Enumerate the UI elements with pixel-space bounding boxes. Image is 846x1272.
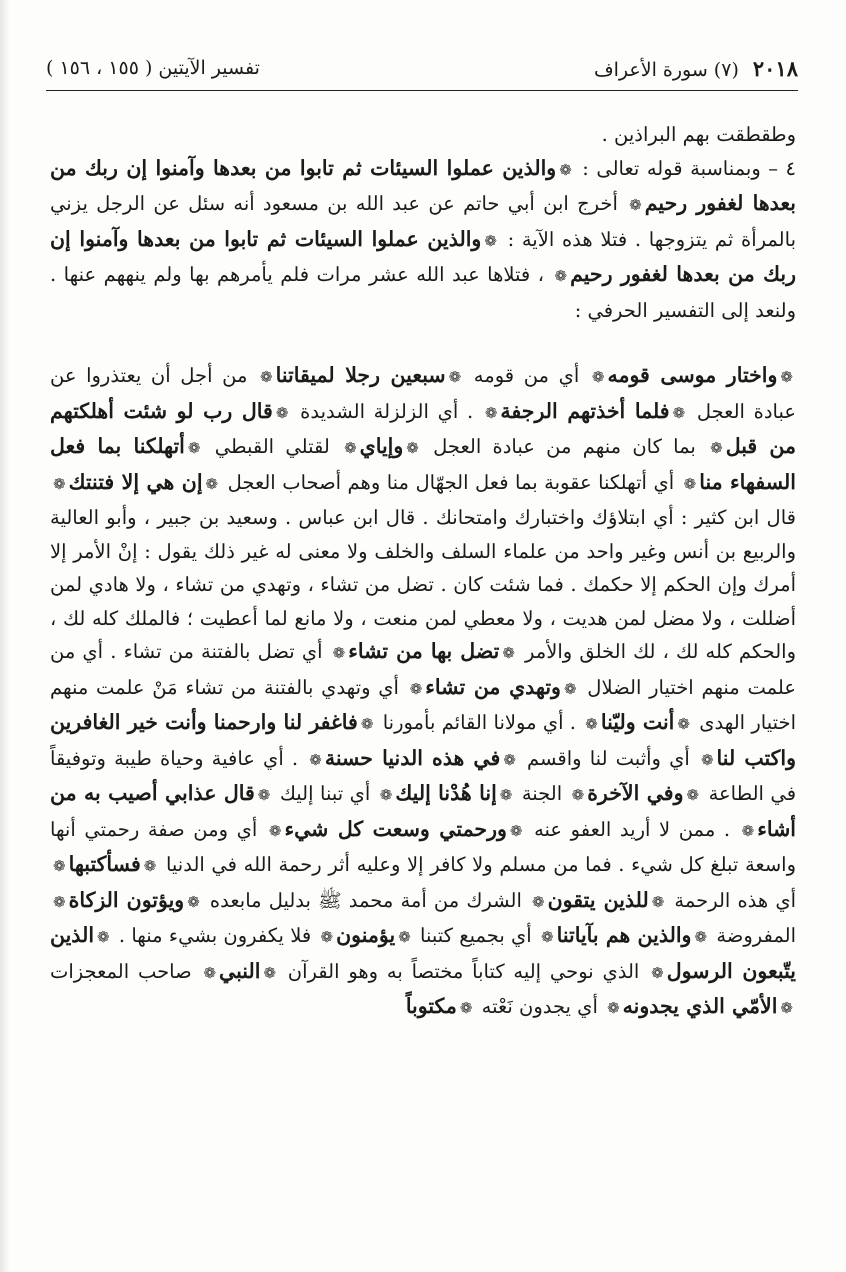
quran-verse-text: فسأكتبها: [68, 852, 141, 876]
commentary-text: قال ابن كثير : أي ابتلاؤك واختبارك وامتحانك . قال ابن عباس . وسعيد بن جبير ، وأبو العالية والربيع بن أنس وغير واحد من علماء السلف والخلف ولا معنى له غير ذلك يقول : إنْ الأمر إلا أمرك وإن الحكم إلا حكمك . فما شئت كان . تضل من تشاء ، وتهدي من تشاء ، ولا هادي لمن أضللت ، ولا مضل لمن هديت ، ولا معطي لمن منعت ، ولا مانع لما أعطيت ؛ فالملك كله لك ، والحكم كله لك ، لك الخلق والأمر: [50, 506, 796, 663]
commentary-text: أي وأثبت لنا واقسم: [518, 746, 698, 770]
quran-bracket-icon: ❁: [651, 963, 664, 982]
quran-bracket-icon: ❁: [651, 892, 665, 911]
quran-bracket-icon: ❁: [448, 368, 462, 386]
quran-verse-text: قال رب لو شئت أهلكتهم من قبل: [50, 398, 797, 458]
quran-verse-text: الأمّي الذي يجدونه: [622, 994, 778, 1018]
quran-bracket-icon: ❁: [332, 644, 346, 662]
quran-bracket-icon: ❁: [591, 368, 605, 386]
quran-bracket-icon: ❁: [320, 928, 334, 946]
page-number: ٢٠١٨: [752, 55, 798, 81]
quran-bracket-icon: ❁: [379, 786, 393, 804]
quran-bracket-icon: ❁: [686, 786, 700, 804]
commentary-text: فلا يكفرون بشيء منها .: [112, 924, 318, 947]
quran-bracket-icon: ❁: [360, 715, 374, 733]
quran-bracket-icon: ❁: [260, 368, 273, 386]
quran-verse-text: أنت وليّنا: [600, 710, 675, 734]
commentary-text: من أجل أن يعتذروا عن عبادة العجل: [50, 364, 796, 423]
quran-bracket-icon: ❁: [541, 928, 554, 946]
header-right-group: [594, 56, 798, 81]
commentary-text: أي وتهدي بالفتنة من تشاء مَنْ علمت منهم اختيار الهدى: [50, 675, 796, 734]
commentary-text: أي هذه الرحمة: [667, 888, 797, 912]
quran-bracket-icon: ❁: [559, 160, 572, 179]
quran-verse-text: مكتوباً: [405, 994, 457, 1018]
quran-verse-text: سبعين رجلا لميقاتنا: [275, 363, 446, 387]
quran-bracket-icon: ❁: [398, 928, 411, 946]
quran-verse-text: وإياي: [359, 434, 404, 458]
quran-bracket-icon: ❁: [563, 679, 577, 698]
quran-verse-text: والذين عملوا السيئات ثم تابوا من بعدها وآمنوا إن ربك من بعدها لغفور رحيم: [50, 226, 796, 286]
commentary-text: ٤ – وبمناسبة قوله تعالى :: [574, 156, 796, 180]
quran-verse-text: إنا هُدْنا إليك: [395, 781, 497, 805]
section-title: تفسير الآيتين ( ١٥٥ ، ١٥٦ ): [46, 57, 260, 79]
surah-title: (٧) سورة الأعراف: [593, 58, 739, 81]
quran-bracket-icon: ❁: [309, 750, 322, 769]
commentary-text: بما كان منهم من عبادة العجل: [421, 435, 708, 458]
quran-verse-text: في هذه الدنيا حسنة: [324, 745, 501, 770]
commentary-text: الشرك من أمة محمد ﷺ بدليل مابعده: [202, 888, 530, 912]
commentary-text: أي ومن صفة رحمتي أنها واسعة تبلغ كل شيء . فما من مسلم ولا كافر إلا وعليه أثر رحمة الله في الدنيا: [50, 817, 796, 876]
quran-verse-text: واختار موسى قومه: [607, 363, 778, 387]
commentary-text: . أي مولانا القائم بأمورنا: [376, 711, 583, 734]
quran-verse-text: يؤمنون: [336, 923, 396, 947]
quran-bracket-icon: ❁: [484, 231, 497, 250]
quran-bracket-icon: ❁: [143, 857, 157, 875]
quran-verse-text: فاغفر لنا وارحمنا وأنت خير الغافرين واكتب لنا: [50, 710, 796, 770]
quran-bracket-icon: ❁: [683, 474, 697, 493]
quran-verse-text: تضل بها من تشاء: [348, 639, 500, 663]
quran-bracket-icon: ❁: [409, 679, 423, 698]
quran-bracket-icon: ❁: [509, 821, 523, 840]
quran-bracket-icon: ❁: [503, 750, 516, 769]
quran-bracket-icon: ❁: [205, 474, 219, 493]
quran-bracket-icon: ❁: [607, 999, 620, 1017]
quran-bracket-icon: ❁: [53, 892, 66, 911]
quran-bracket-icon: ❁: [53, 857, 66, 875]
quran-bracket-icon: ❁: [97, 928, 110, 946]
quran-verse-text: والذين هم بآياتنا: [556, 923, 692, 947]
quran-bracket-icon: ❁: [780, 999, 793, 1017]
commentary-text: أي تضل بالفتنة من تشاء . أي من علمت منهم اختيار الضلال: [50, 640, 796, 699]
quran-verse-text: ويؤتون الزكاة: [68, 887, 185, 912]
quran-bracket-icon: ❁: [187, 439, 201, 457]
quran-verse-text: وفي الآخرة: [587, 781, 684, 805]
quran-bracket-icon: ❁: [263, 963, 277, 982]
body-text: [50, 118, 796, 1026]
commentary-text: ، فتلاها عبد الله عشر مرات فلم يأمرهم بها ولم ينههم عنها . ولنعد إلى التفسير الحرفي :: [50, 263, 796, 322]
paragraph: [50, 152, 796, 328]
quran-verse-text: ورحمتي وسعت كل شيء: [284, 816, 507, 841]
quran-bracket-icon: ❁: [677, 715, 690, 733]
commentary-text: أي أتهلكنا عقوبة بما فعل الجهّال منا وهم أصحاب العجل: [221, 470, 681, 494]
paragraph: [50, 118, 796, 152]
commentary-text: صاحب المعجزات: [50, 959, 201, 983]
quran-bracket-icon: ❁: [203, 963, 217, 982]
quran-bracket-icon: ❁: [585, 715, 598, 733]
running-header: [46, 50, 798, 86]
quran-bracket-icon: ❁: [502, 644, 515, 662]
quran-bracket-icon: ❁: [484, 403, 498, 422]
commentary-text: الذي نوحي إليه كتاباً مختصاً به وهو القرآن: [279, 959, 649, 983]
quran-bracket-icon: ❁: [187, 892, 200, 911]
commentary-text: أي يجدون نَعْته: [475, 995, 605, 1018]
quran-bracket-icon: ❁: [780, 368, 793, 386]
quran-bracket-icon: ❁: [710, 439, 723, 457]
quran-bracket-icon: ❁: [406, 439, 419, 457]
quran-bracket-icon: ❁: [694, 928, 708, 946]
quran-bracket-icon: ❁: [459, 999, 473, 1017]
commentary-text: . ممن لا أريد العفو عنه: [525, 817, 739, 841]
quran-verse-text: إن هي إلا فتنتك: [68, 469, 203, 494]
quran-verse-text: للذين يتقون: [547, 887, 649, 912]
quran-bracket-icon: ❁: [268, 821, 282, 840]
quran-bracket-icon: ❁: [571, 786, 585, 804]
quran-verse-text: قال عذابي أصيب به من أشاء: [50, 781, 796, 841]
quran-bracket-icon: ❁: [532, 892, 545, 911]
quran-bracket-icon: ❁: [554, 267, 568, 285]
commentary-text: أي من قومه: [464, 364, 589, 387]
quran-bracket-icon: ❁: [344, 439, 357, 457]
commentary-text: لقتلي القبطي: [203, 435, 342, 458]
commentary-text: أي تبنا إليك: [273, 782, 377, 805]
header-rule: [46, 90, 798, 91]
quran-verse-text: والذين عملوا السيئات ثم تابوا من بعدها وآمنوا إن ربك من بعدها لغفور رحيم: [50, 155, 796, 215]
paragraph: [50, 359, 796, 1026]
commentary-text: أخرج ابن أبي حاتم عن عبد الله بن مسعود أنه سئل عن الرجل يزني بالمرأة ثم يتزوجها . فتلا هذه الآية :: [50, 192, 796, 251]
commentary-text: . أي الزلزلة الشديدة: [291, 399, 482, 423]
commentary-text: وطقطقت بهم البراذين .: [601, 123, 796, 146]
quran-bracket-icon: ❁: [700, 750, 714, 769]
quran-bracket-icon: ❁: [53, 474, 66, 493]
quran-bracket-icon: ❁: [499, 786, 513, 804]
quran-bracket-icon: ❁: [275, 403, 289, 422]
quran-verse-text: وتهدي من تشاء: [425, 674, 561, 699]
quran-verse-text: فلما أخذتهم الرجفة: [500, 398, 670, 423]
quran-bracket-icon: ❁: [629, 196, 642, 214]
commentary-text: أي بجميع كتبنا: [413, 924, 539, 947]
quran-verse-text: الذين يتّبعون الرسول: [50, 923, 796, 983]
page-edge-shadow: [0, 0, 10, 1272]
quran-bracket-icon: ❁: [672, 403, 686, 422]
quran-bracket-icon: ❁: [741, 821, 755, 840]
quran-bracket-icon: ❁: [257, 786, 271, 804]
quran-verse-text: النبي: [219, 958, 261, 983]
commentary-text: الجنة: [515, 782, 569, 805]
quran-verse-text: أتهلكنا بما فعل السفهاء منا: [50, 434, 796, 494]
commentary-text: . أي عافية وحياة طيبة وتوفيقاً في الطاعة: [50, 746, 797, 805]
commentary-text: المفروضة: [710, 924, 796, 947]
